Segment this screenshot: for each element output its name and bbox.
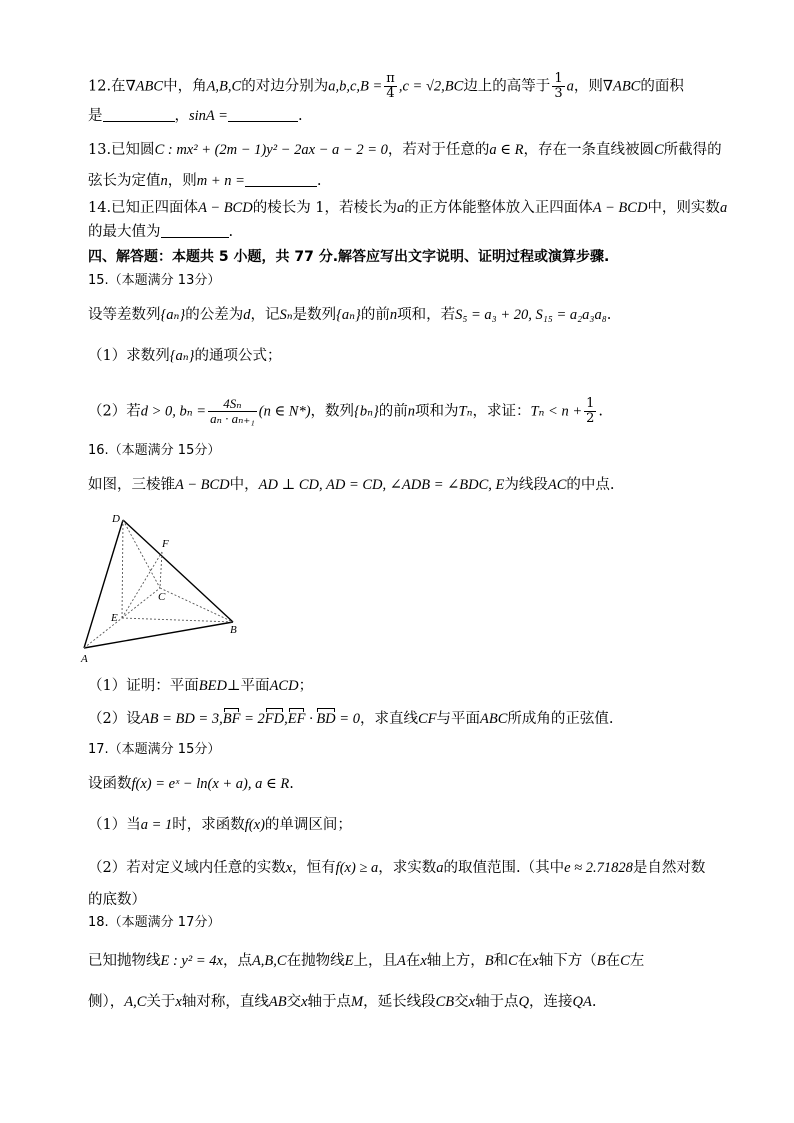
- q14-line1: 14.已知正四面体A − BCD的棱长为 1，若棱长为a的正方体能整体放入正四面体A − BCD中，则实数a: [88, 200, 728, 216]
- label-b: B: [230, 624, 237, 636]
- one-half: $\frac{1}{2}$: [586, 396, 595, 426]
- label-a: A: [81, 653, 88, 665]
- tetrahedron-figure: [76, 508, 256, 668]
- q16-stem: 如图，三棱锥A − BCD中，AD ⊥ CD, AD = CD, ∠ADB = ∠BDC, E为线段AC的中点.: [88, 477, 615, 493]
- label-d: D: [112, 513, 120, 525]
- q16-part1: （1）证明：平面BED⊥平面ACD；: [88, 678, 314, 694]
- label-f: F: [162, 538, 169, 550]
- edge-da: [84, 520, 123, 648]
- q16-part2: （2）设AB = BD = 3,BF = 2FD,EF · BD = 0，求直线CF与平面ABC所成角的正弦值.: [88, 711, 614, 727]
- seg-eb: [122, 618, 233, 622]
- q15-heading: 15.（本题满分 13分）: [88, 273, 221, 288]
- q18-stem-line1: 已知抛物线E : y² = 4x，点A,B,C在抛物线E上，且A在x轴上方，B和C在x轴下方（B在C左: [88, 953, 645, 969]
- label-c: C: [158, 591, 166, 603]
- q18-stem-line2: 侧），A,C关于x轴对称，直线AB交x轴于点M，延长线段CB交x轴于点Q，连接QA.: [88, 994, 597, 1010]
- answer-blank[interactable]: [161, 223, 229, 238]
- q17-part2: （2）若对定义域内任意的实数x，恒有f(x) ≥ a，求实数a的取值范围.（其中e ≈ 2.71828是自然对数: [88, 860, 706, 876]
- q12-line2: 是 ，sinA = .: [88, 108, 303, 124]
- q17-part2-cont: 的底数）: [88, 892, 146, 908]
- q17-heading: 17.（本题满分 15分）: [88, 742, 221, 757]
- edge-cb: [160, 588, 233, 622]
- seg-fc: [160, 552, 162, 588]
- edge-db: [123, 520, 233, 622]
- q14-line2: 的最大值为 .: [88, 224, 234, 240]
- q16-heading: 16.（本题满分 15分）: [88, 443, 221, 458]
- q12-line1: 12.在∇ABC中，角A,B,C的对边分别为a,b,c,B = $\frac{\pi}{4}$ ,c = √2,BC边上的高等于 $\frac{1}{3}$ a，则∇ABC的面积: [88, 71, 684, 101]
- label-e: E: [111, 612, 118, 624]
- q13-line1: 13.已知圆C : mx² + (2m − 1)y² − 2ax − a − 2 = 0，若对于任意的a ∈ R，存在一条直线被圆C所截得的: [88, 142, 722, 158]
- seg-ed: [122, 520, 123, 618]
- q15-part1: （1）求数列{aₙ}的通项公式；: [88, 348, 282, 364]
- edge-ab: [84, 622, 233, 648]
- q17-part1: （1）当a = 1时，求函数f(x)的单调区间；: [88, 817, 352, 833]
- q18-heading: 18.（本题满分 17分）: [88, 915, 221, 930]
- answer-blank[interactable]: [245, 172, 317, 187]
- pi-over-4: $\frac{\pi}{4}$: [386, 71, 395, 101]
- edge-dc: [123, 520, 160, 588]
- answer-blank[interactable]: [103, 107, 175, 122]
- q15-part2: （2）若d > 0, bₙ = $\frac{\text{4Sₙ}}{\text{aₙ · aₙ₊₁}}$ (n ∈ N*)，数列{bₙ}的前n项和为Tₙ，求证：Tₙ < n + $\frac{1}{2}$ .: [88, 396, 604, 426]
- answer-blank[interactable]: [228, 107, 298, 122]
- one-third: $\frac{1}{3}$: [554, 71, 563, 101]
- q13-line2: 弦长为定值n，则m + n = .: [88, 173, 322, 189]
- q15-stem: 设等差数列{aₙ}的公差为d，记Sₙ是数列{aₙ}的前n项和，若S₅ = a₃ + 20, S₁₅ = a₂a₃a₈.: [88, 307, 612, 323]
- section-heading: 四、解答题：本题共 5 小题，共 77 分.解答应写出文字说明、证明过程或演算步骤.: [88, 249, 610, 265]
- seg-ef: [122, 552, 162, 618]
- q17-stem: 设函数f(x) = eˣ − ln(x + a), a ∈ R.: [88, 776, 294, 792]
- bn-fraction: $\frac{\text{4Sₙ}}{\text{aₙ · aₙ₊₁}}$: [210, 396, 255, 426]
